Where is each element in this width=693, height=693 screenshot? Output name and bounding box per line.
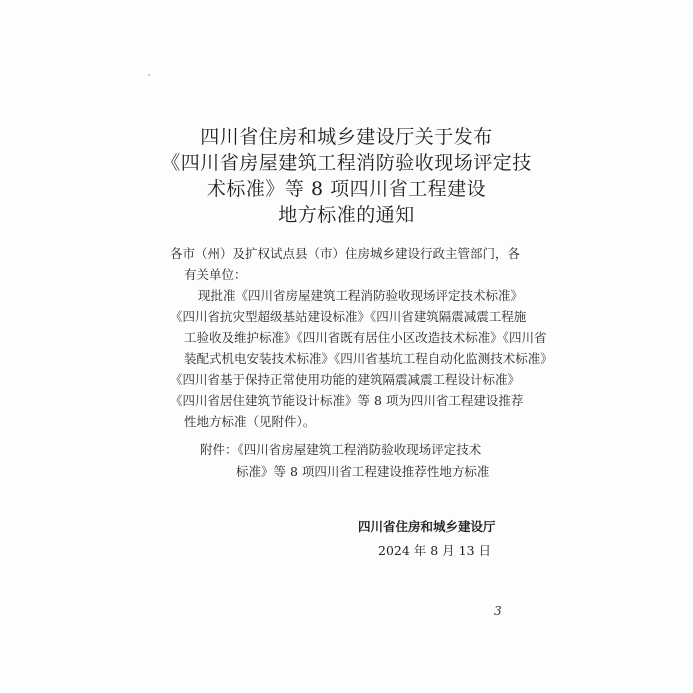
attachment-line-2: 标准》等 8 项四川省工程建设推荐性地方标准 bbox=[236, 464, 490, 479]
notice-body bbox=[170, 243, 553, 432]
attachment-note bbox=[200, 439, 489, 483]
scan-speck bbox=[148, 74, 150, 76]
salutation-line-2: 有关单位： bbox=[184, 267, 247, 282]
issuer-name: 四川省住房和城乡建设厅 bbox=[358, 519, 496, 534]
body-line-6: 《四川省居住建筑节能设计标准》等 8 项为四川省工程建设推荐 bbox=[170, 393, 524, 408]
title-line-2: 《四川省房屋建筑工程消防验收现场评定技 bbox=[161, 152, 532, 174]
title-line-4: 地方标准的通知 bbox=[278, 204, 415, 226]
body-line-7: 性地方标准（见附件）。 bbox=[184, 414, 316, 429]
attachment-line-1: 附件：《四川省房屋建筑工程消防验收现场评定技术 bbox=[200, 442, 482, 457]
title-line-1: 四川省住房和城乡建设厅关于发布 bbox=[200, 126, 493, 148]
body-line-1: 现批准《四川省房屋建筑工程消防验收现场评定技术标准》 bbox=[198, 288, 524, 303]
salutation-line-1: 各市（州）及扩权试点县（市）住房城乡建设行政主管部门，各 bbox=[170, 246, 521, 261]
page-number: 3 bbox=[494, 604, 502, 618]
body-line-4: 装配式机电安装技术标准》《四川省基坑工程自动化监测技术标准》 bbox=[184, 351, 553, 366]
issue-date: 2024 年 8 月 13 日 bbox=[378, 543, 492, 558]
body-line-3: 工验收及维护标准》《四川省既有居住小区改造技术标准》《四川省 bbox=[184, 330, 547, 345]
notice-title bbox=[120, 124, 573, 228]
body-line-2: 《四川省抗灾型超级基站建设标准》《四川省建筑隔震减震工程施 bbox=[170, 309, 527, 324]
title-line-3: 术标准》等 8 项四川省工程建设 bbox=[206, 178, 487, 200]
body-line-5: 《四川省基于保持正常使用功能的建筑隔震减震工程设计标准》 bbox=[170, 372, 521, 387]
